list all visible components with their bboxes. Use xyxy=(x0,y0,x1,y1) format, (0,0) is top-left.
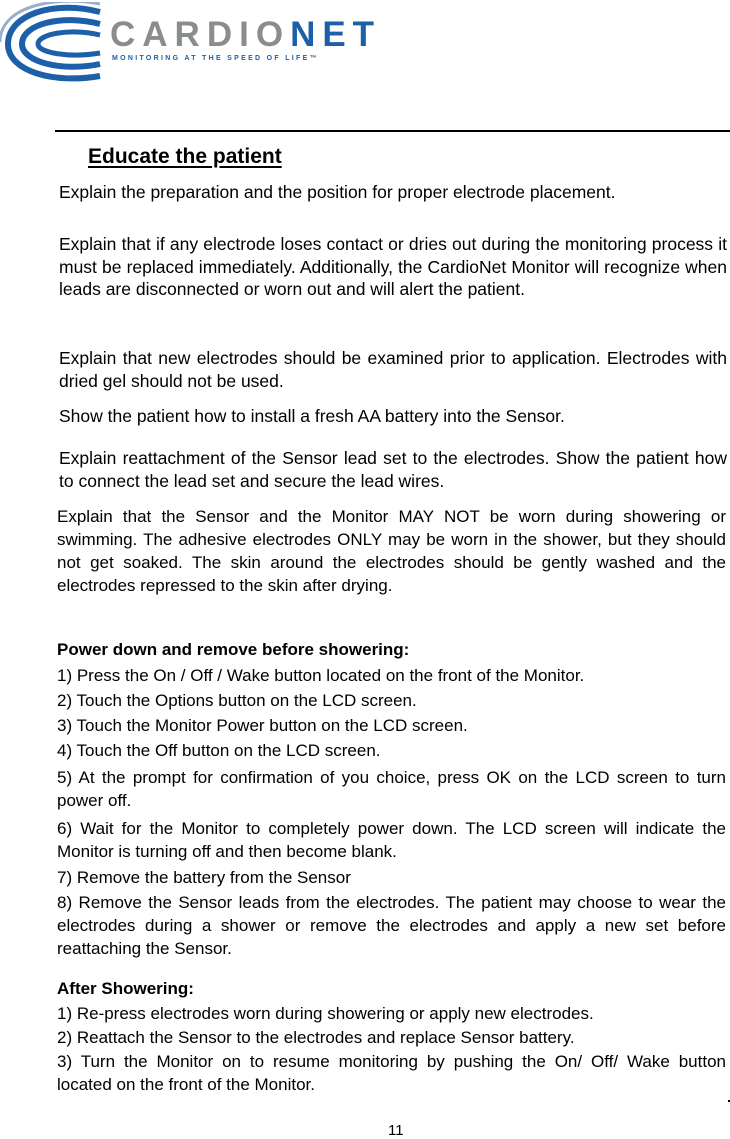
power-down-step: 4) Touch the Off button on the LCD screen. xyxy=(57,741,381,760)
power-down-step: 3) Touch the Monitor Power button on the LCD screen. xyxy=(57,716,468,735)
paragraph-showering: Explain that the Sensor and the Monitor MAY NOT be worn during showering or swimming. The adhesive electrodes ONLY may be worn in the shower, but they should not get soaked. The skin around the electrodes should be gently washed and the electrodes repressed to the skin after drying. xyxy=(57,507,726,595)
after-showering-heading: After Showering: xyxy=(57,979,194,998)
logo-wordmark-cardio: CARDIO xyxy=(110,15,291,54)
power-down-step: 1) Press the On / Off / Wake button located on the front of the Monitor. xyxy=(57,666,585,685)
power-down-step: 7) Remove the battery from the Sensor xyxy=(57,868,351,887)
paragraph-reattachment: Explain reattachment of the Sensor lead set to the electrodes. Show the patient how to connect the lead set and secure the lead wires. xyxy=(59,448,727,491)
logo-tagline: MONITORING AT THE SPEED OF LIFE™ xyxy=(112,55,319,62)
power-down-heading: Power down and remove before showering: xyxy=(57,640,410,659)
power-down-step: 5) At the prompt for confirmation of you choice, press OK on the LCD screen to turn power off. xyxy=(57,768,726,810)
page-number: 11 xyxy=(388,1122,404,1139)
cardionet-swoosh-icon xyxy=(0,2,105,84)
logo-wordmark-net: NET xyxy=(290,15,382,54)
paragraph-new-electrodes: Explain that new electrodes should be examined prior to application. Electrodes with dried gel should not be used. xyxy=(59,348,727,391)
section-title: Educate the patient xyxy=(88,145,282,168)
paragraph-preparation: Explain the preparation and the position for proper electrode placement. xyxy=(59,182,616,202)
header-rule xyxy=(55,130,730,132)
after-showering-step: 2) Reattach the Sensor to the electrodes and replace Sensor battery. xyxy=(57,1028,575,1047)
paragraph-battery: Show the patient how to install a fresh AA battery into the Sensor. xyxy=(59,406,565,426)
cardionet-logo xyxy=(0,0,380,90)
logo-wordmark xyxy=(110,15,381,55)
power-down-step: 8) Remove the Sensor leads from the electrodes. The patient may choose to wear the electrodes during a shower or remove the electrodes and apply a new set before reattaching the Sensor. xyxy=(57,893,726,958)
power-down-step: 6) Wait for the Monitor to completely power down. The LCD screen will indicate the Monitor is turning off and then become blank. xyxy=(57,819,726,861)
paragraph-electrode-contact: Explain that if any electrode loses contact or dries out during the monitoring process it must be replaced immediately. Additionally, the CardioNet Monitor will recognize when leads are disconnected or worn out and will alert the patient. xyxy=(59,234,727,299)
after-showering-step: 1) Re-press electrodes worn during showering or apply new electrodes. xyxy=(57,1004,594,1023)
after-showering-step: 3) Turn the Monitor on to resume monitoring by pushing the On/ Off/ Wake button located on the front of the Monitor. xyxy=(57,1052,726,1094)
power-down-step: 2) Touch the Options button on the LCD screen. xyxy=(57,691,417,710)
